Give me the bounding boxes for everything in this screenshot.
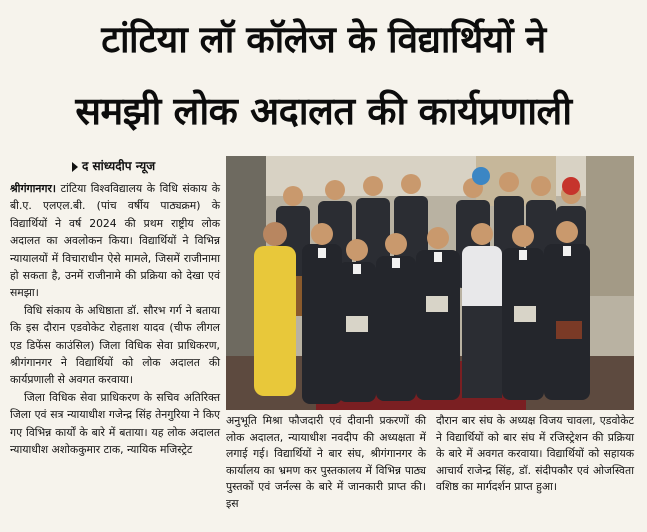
byline bbox=[72, 157, 155, 174]
headline-line-1: टांटिया लॉ कॉलेज के विद्यार्थियों ने bbox=[101, 18, 546, 61]
dateline: श्रीगंगानगर। bbox=[10, 182, 56, 195]
group-photo bbox=[226, 156, 634, 410]
paragraph-3: जिला विधिक सेवा प्राधिकरण के सचिव अतिरिक्त जिला एवं सत्र न्यायाधीश गजेन्द्र सिंह तेनगुरिया ने किए गए विभिन्न कार्यों के बारे में बताया। यह लोक अदालत न्यायाधीश अशोककुमार टाक, न्यायिक मजिस्ट्रेट bbox=[10, 390, 220, 457]
bottom-paragraph-2: दौरान बार संघ के अध्यक्ष विजय चावला, एडवोकेट ने विद्यार्थियों को बार संघ में रजिस्ट्रेशन की प्रक्रिया के बारे में अवगत करवाया। विद्यार्थियों को सहायक आचार्य राजेन्द्र सिंह, डॉ. संदीपकौर एवं ओजस्विता वशिष्ठ का मार्गदर्शन प्राप्त हुआ। bbox=[436, 414, 634, 494]
byline-text: द सांध्यदीप न्यूज bbox=[82, 159, 156, 173]
article-bottom-column-2 bbox=[436, 413, 634, 496]
paragraph-2: विधि संकाय के अधिष्ठाता डॉ. सौरभ गर्ग ने बताया कि इस दौरान एडवोकेट रोहताश यादव (चीफ लीगल एड डिफेंस काउंसिल) जिला विधिक सेवा प्राधिकरण, श्रीगंगानगर ने विद्यार्थियों को लोक अदालत की कार्यप्रणाली से अवगत करवाया। bbox=[10, 303, 220, 387]
triangle-bullet-icon bbox=[72, 162, 78, 172]
paragraph-1 bbox=[10, 180, 220, 302]
bottom-paragraph-1: अनुभूति मिश्रा फौजदारी एवं दीवानी प्रकरणों की लोक अदालत, न्यायाधीश नवदीप की अध्यक्षता में लगाई गई। विद्यार्थियों ने बार संघ, श्रीगंगानगर के कार्यालय का भ्रमण कर पुस्तकालय में विभिन्न पाठ्य पुस्तकों एवं जर्नल्स के बारे में जानकारी प्राप्त की। इस bbox=[226, 414, 426, 510]
headline-line-2: समझी लोक अदालत की कार्यप्रणाली bbox=[75, 89, 572, 133]
article-bottom-column-1 bbox=[226, 413, 426, 513]
article-left-column bbox=[10, 180, 220, 459]
paragraph-1-text: टांटिया विश्वविद्यालय के विधि संकाय के बी.ए. एलएल.बी. (पांच वर्षीय पाठ्यक्रम) के विद्यार्थियों ने वर्ष 2024 की प्रथम राष्ट्रीय लोक अदालत का अवलोकन किया। विद्यार्थियों ने विभिन्न न्यायालयों में विचाराधीन ऐसे मामले, जिसमें राजीनामा हो सकता है, उनमें राजीनामे की प्रक्रिया को देखा एवं समझा। bbox=[10, 182, 220, 300]
